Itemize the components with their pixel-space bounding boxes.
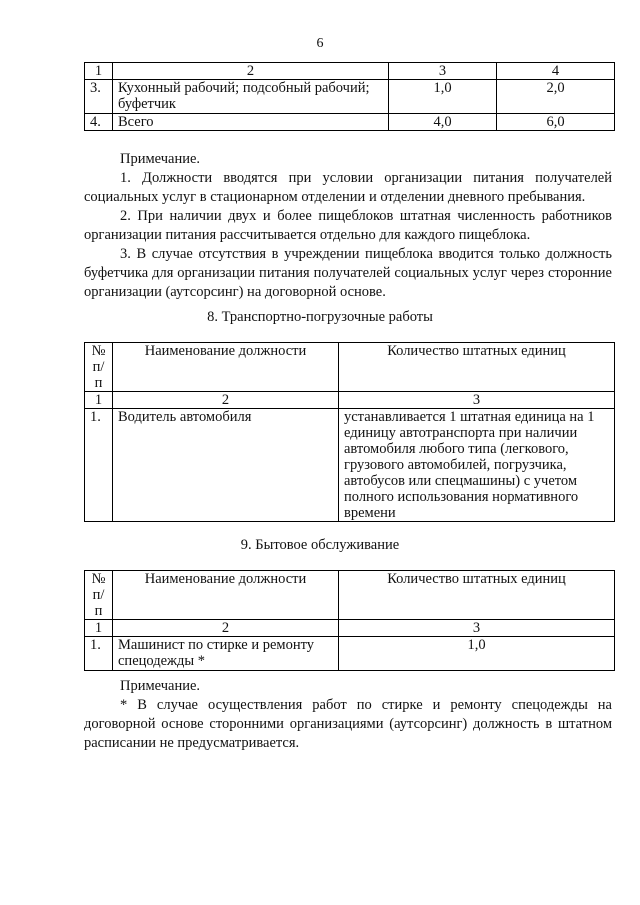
table-cell: 1 (85, 620, 113, 637)
table-cell: 3 (339, 392, 615, 409)
table-cell: 2 (113, 620, 339, 637)
note-title: Примечание. (120, 151, 201, 167)
note-block-1 (84, 150, 612, 302)
header-qty: Количество штатных единиц (339, 343, 615, 392)
table-cell: 3 (339, 620, 615, 637)
table-row (85, 409, 615, 522)
note-title: Примечание. (120, 678, 201, 694)
table-index-row (85, 63, 615, 80)
header-num: № п/п (85, 343, 113, 392)
position-qty: 2,0 (497, 80, 615, 114)
position-qty: устанавливается 1 штатная единица на 1 единицу автотранспорта при наличии автомобиля любого типа (легкового, грузового автомобилей, погрузчика, автобусов или спецмашины) с учетом полного использования нормативного времени (339, 409, 615, 522)
position-name: Всего (113, 114, 389, 131)
section-title: 9. Бытовое обслуживание (240, 537, 400, 553)
header-name: Наименование должности (113, 571, 339, 620)
table-header-row (85, 571, 615, 620)
table-header-row (85, 343, 615, 392)
note-item: 1. Должности вводятся при условии организации питания получателей социальных услуг в стационарном отделении и отделении дневного пребывания. (84, 170, 612, 205)
section-title: 8. Транспортно-погрузочные работы (207, 309, 433, 325)
header-num: № п/п (85, 571, 113, 620)
table-cell: 3 (389, 63, 497, 80)
table-index-row (85, 620, 615, 637)
table-row (85, 80, 615, 114)
position-name: Кухонный рабочий; подсобный рабочий; буфетчик (113, 80, 389, 114)
row-number: 1. (85, 409, 113, 522)
note-item: 2. При наличии двух и более пищеблоков штатная численность работников организации питания рассчитывается отдельно для каждого пищеблока. (84, 208, 612, 243)
table-cell: 4 (497, 63, 615, 80)
note-item: 3. В случае отсутствия в учреждении пищеблока вводится только должность буфетчика для организации питания получателей социальных услуг через сторонние организации (аутсорсинг) на договорной основе. (84, 246, 612, 300)
table-row (85, 114, 615, 131)
header-name: Наименование должности (113, 343, 339, 392)
header-qty: Количество штатных единиц (339, 571, 615, 620)
section-9-table (84, 570, 615, 671)
row-number: 1. (85, 637, 113, 671)
position-qty: 4,0 (389, 114, 497, 131)
position-name: Машинист по стирке и ремонту спецодежды * (113, 637, 339, 671)
position-qty: 1,0 (389, 80, 497, 114)
position-qty: 6,0 (497, 114, 615, 131)
row-number: 4. (85, 114, 113, 131)
section-8-table (84, 342, 615, 522)
table-index-row (85, 392, 615, 409)
table-cell: 1 (85, 392, 113, 409)
table-cell: 2 (113, 392, 339, 409)
staff-table-continuation (84, 62, 615, 131)
note-block-2 (84, 677, 612, 753)
note-item: * В случае осуществления работ по стирке и ремонту спецодежды на договорной основе сторонними организациями (аутсорсинг) должность в штатном расписании не предусматривается. (84, 697, 612, 751)
row-number: 3. (85, 80, 113, 114)
page-number: 6 (316, 36, 324, 51)
table-row (85, 637, 615, 671)
table-cell: 2 (113, 63, 389, 80)
table-cell: 1 (85, 63, 113, 80)
position-qty: 1,0 (339, 637, 615, 671)
position-name: Водитель автомобиля (113, 409, 339, 522)
